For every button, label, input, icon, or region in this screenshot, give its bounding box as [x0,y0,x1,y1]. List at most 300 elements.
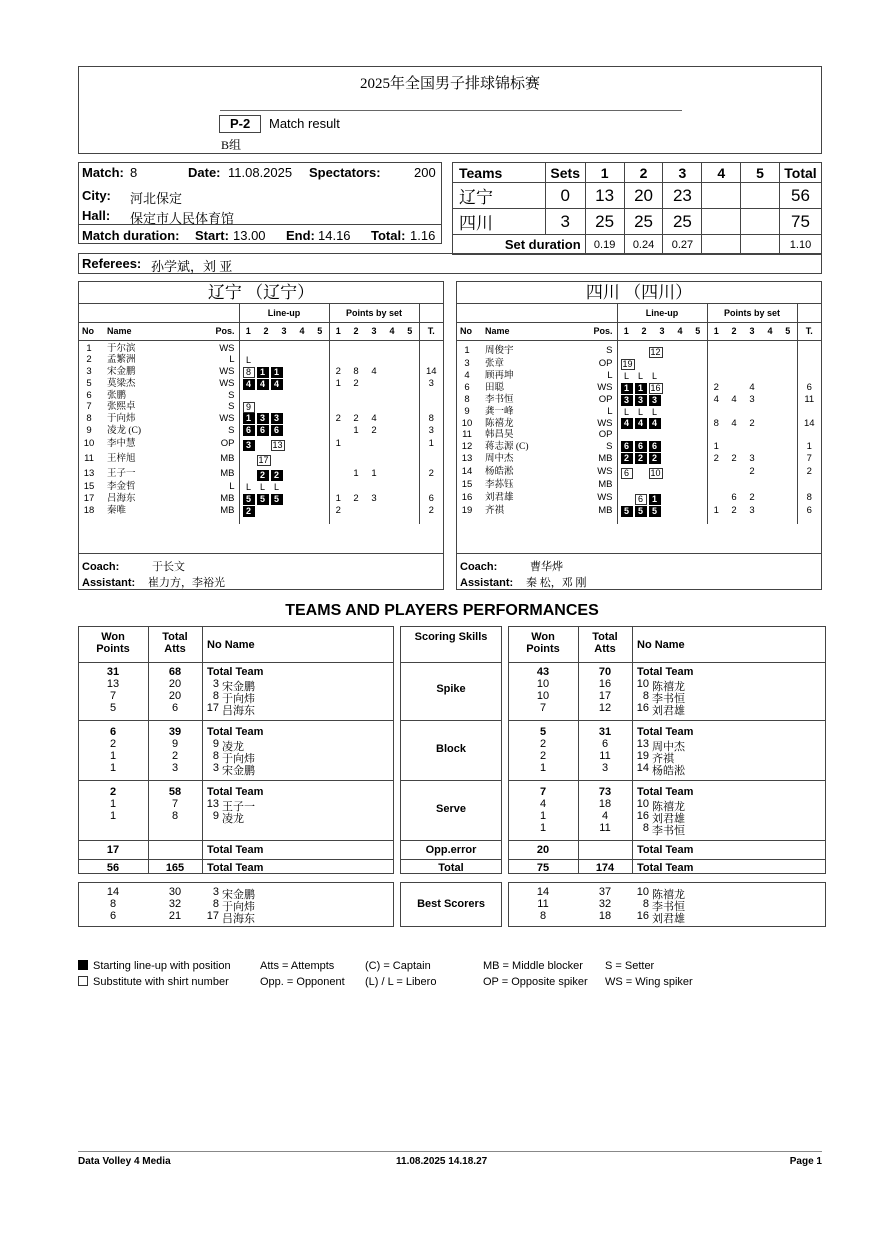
right-total-atts: 73 [598,786,612,798]
left-player-name: Total Team [207,666,264,678]
player-points-set [779,344,797,359]
left-won-points: 13 [106,678,120,690]
player-points-set: 3 [749,452,755,464]
table-hline [78,780,394,781]
player-position: S [191,425,239,437]
set-duration-3: 0.27 [663,235,702,255]
player-name: 蒋志源 (C) [485,441,529,452]
player-points-set [707,491,725,506]
sets-header-total: Total [779,163,821,183]
player-number: 13 [461,452,473,464]
left-best-won: 6 [109,910,117,922]
player-points-set [347,391,365,402]
sets-home-s4 [702,183,741,209]
player-total-points: 8 [428,412,434,424]
player-points-set [383,425,401,437]
lineup-gap [257,437,269,448]
player-number: 10 [461,417,473,429]
player-points-set [365,437,383,452]
starting-square-icon [78,960,88,970]
player-row [457,383,821,395]
player-points-set: 2 [749,491,755,503]
roster-table [79,304,443,524]
sets-away-sets: 3 [545,209,585,235]
roster-column-header [457,322,821,340]
substitute-number-badge: 17 [258,455,269,466]
col-name: Name [99,322,191,340]
player-lineup [239,355,329,367]
player-row [79,367,443,379]
points-set-col: 4 [761,322,779,340]
starting-position-badge: 1 [243,413,255,424]
lineup-set-col: 5 [689,322,707,340]
coach-name: 于长文 [152,561,185,573]
player-name: 李荪钰 [485,479,514,490]
player-name: 王子一 [107,469,136,480]
sets-away-s3: 25 [663,209,702,235]
home-team-roster [78,281,444,590]
starting-position-badge: 5 [649,506,661,517]
total-header-spacer [797,304,821,322]
player-points-set [365,355,383,367]
sets-header-2: 2 [624,163,663,183]
starting-position-badge: 4 [621,418,633,429]
player-row [79,425,443,437]
player-points-set [761,344,779,359]
right-best-won: 8 [539,910,547,922]
player-row [457,407,821,419]
left-won-points: 7 [109,690,117,702]
player-row [79,413,443,425]
match-date: 11.08.2025 [228,165,293,180]
player-points-set [743,430,761,441]
starting-position-badge: 1 [271,367,283,378]
left-won-points: 1 [109,750,117,762]
points-set-col: 3 [365,322,383,340]
sets-header-3: 3 [663,163,702,183]
right-won-points: 4 [539,798,547,810]
right-total-atts: 18 [598,798,612,810]
player-row [457,491,821,506]
lineup-gap [243,452,255,463]
points-header: Points by set [707,304,797,322]
roster-column-header [79,322,443,340]
player-points-set [725,480,743,491]
player-total-points [419,482,443,494]
legend-substitute [78,976,229,988]
player-lineup [617,383,707,395]
player-points-set: 1 [371,468,377,480]
col-total: T. [419,322,443,340]
assistant-label: Assistant: [460,577,514,589]
right-player-no: 10 [636,798,649,810]
sets-away-total: 75 [779,209,821,235]
left-total-atts: 58 [168,786,182,798]
col-name: Name [477,322,569,340]
player-points-set: 1 [353,468,359,480]
right-opp-error-won: 20 [536,844,550,856]
player-points-set [347,437,365,452]
player-points-set: 6 [731,491,737,503]
right-player-name: 周中杰 [652,741,685,753]
player-row [79,506,443,518]
coach-label: Coach: [460,561,498,573]
player-number: 9 [86,424,92,436]
starting-position-badge: 1 [257,367,269,378]
player-points-set: 1 [335,378,341,390]
player-points-set: 2 [749,466,755,478]
player-points-set [779,506,797,518]
player-points-set: 2 [353,493,359,505]
lineup-set-col: 2 [257,322,275,340]
player-points-set [707,359,725,371]
right-won-points: 2 [539,750,547,762]
player-name: 张章 [485,359,505,370]
right-total-atts: 11 [599,822,611,834]
player-points-set: 4 [713,394,719,406]
player-lineup [617,441,707,453]
player-points-set: 2 [335,412,341,424]
right-best-atts: 18 [598,910,612,922]
points-set-col: 2 [347,322,365,340]
left-best-atts: 30 [168,886,182,898]
lineup-set-col: 1 [617,322,635,340]
opp-error-label: Opp.error [425,844,477,856]
player-lineup [239,402,329,414]
player-total-points [797,371,821,383]
table-hline [78,840,394,841]
player-position: S [191,391,239,402]
player-points-set [401,402,419,414]
player-points-set: 4 [749,382,755,394]
sets-home-sets: 0 [545,183,585,209]
player-points-set [401,482,419,494]
player-row [79,467,443,482]
right-player-name: 李书恒 [652,693,685,705]
player-name: 顾再坤 [485,371,514,382]
player-position: S [569,441,617,453]
player-row [79,355,443,367]
player-number: 1 [86,343,92,354]
left-best-no: 8 [212,898,219,910]
player-total-points [797,430,821,441]
lineup-set-col: 3 [653,322,671,340]
player-points-set [707,465,725,480]
table-hline [400,780,502,781]
player-number: 2 [86,354,92,366]
player-number: 12 [461,440,473,452]
player-number: 16 [461,491,473,503]
left-player-name: 王子一 [222,801,255,813]
player-points-set [329,467,347,482]
left-best-atts: 32 [168,898,182,910]
player-row [79,494,443,506]
set-duration-label: Set duration [453,235,586,255]
player-name: 张鹏 [107,390,127,401]
player-points-set [383,494,401,506]
start-time: 13.00 [233,228,266,243]
left-total-atts: 6 [171,702,179,714]
player-position: MB [569,506,617,518]
player-points-set [779,371,797,383]
left-won-points: 2 [109,786,117,798]
player-position: WS [569,418,617,430]
player-points-set: 1 [353,424,359,436]
roster-table [457,304,821,524]
left-opp-error-name: Total Team [207,844,264,856]
right-won-points: 10 [536,678,550,690]
player-total-points: 8 [806,491,812,503]
starting-position-badge: 1 [649,494,661,505]
player-points-set [401,413,419,425]
lineup-set-col: 5 [311,322,329,340]
player-points-set [761,359,779,371]
libero-marker: L [637,406,643,417]
libero-marker: L [651,406,657,417]
end-label: End: [286,228,315,243]
player-points-set [761,465,779,480]
coach-name: 曹华烨 [530,561,563,573]
player-points-set [779,465,797,480]
points-set-col: 4 [383,322,401,340]
player-position: MB [569,480,617,491]
right-player-name: 陈禧龙 [652,801,685,813]
assistant-names: 崔力方，李裕光 [148,577,225,589]
player-position: WS [191,367,239,379]
left-won-points: 1 [109,798,117,810]
player-lineup [239,344,329,355]
player-number: 15 [461,478,473,490]
match-label: Match: [82,165,124,180]
player-total-points: 1 [428,438,434,450]
right-player-name: Total Team [637,786,694,798]
right-player-no: 8 [642,690,649,702]
left-player-no: 8 [212,750,219,762]
player-lineup [617,371,707,383]
player-points-set [347,482,365,494]
player-total-points [419,452,443,467]
starting-position-badge: 2 [257,470,269,481]
player-points-set [743,359,761,371]
player-total-points: 1 [806,440,812,452]
player-row [79,482,443,494]
player-lineup [239,367,329,379]
roster-header-spacer [457,304,617,322]
right-total-atts: 4 [601,810,609,822]
lineup-gap [635,344,647,355]
player-points-set [761,395,779,407]
player-number: 13 [83,468,95,480]
player-lineup [239,467,329,482]
right-best-no: 10 [636,886,649,898]
table-hline [400,720,502,721]
table-hline [508,840,826,841]
roster-filler-row [79,518,443,524]
player-points-set [383,367,401,379]
points-set-col: 1 [329,322,347,340]
player-total-points: 2 [428,505,434,517]
competition-title: 2025年全国男子排球锦标赛 [359,76,540,92]
player-points-set [779,407,797,419]
player-row [457,344,821,359]
right-player-no: 19 [636,750,649,762]
player-total-points [797,359,821,371]
header-rule [220,110,682,111]
left-best-won: 8 [109,898,117,910]
left-player-name: 凌龙 [222,741,244,753]
report-subtitle: Match result [269,116,340,131]
player-number: 18 [83,505,95,517]
legend-substitute-text: Substitute with shirt number [93,976,229,988]
sets-team-home: 辽宁 [453,183,546,209]
player-name: 韩昌昊 [485,430,514,441]
assistant-names: 秦 松，邓 刚 [526,577,587,589]
table-hline [78,859,394,860]
player-position: L [569,407,617,419]
left-total-atts: 20 [168,678,182,690]
set-duration-5 [741,235,780,255]
player-number: 11 [84,453,94,465]
left-player-name: 宋金鹏 [222,765,255,777]
starting-position-badge: 1 [621,383,633,394]
left-total-atts: 68 [168,666,182,678]
sets-home-s5 [741,183,780,209]
set-duration-total: 1.10 [779,235,821,255]
player-lineup [239,391,329,402]
player-points-set: 2 [713,382,719,394]
set-duration-2: 0.24 [624,235,663,255]
player-points-set: 1 [713,505,719,517]
libero-marker: L [273,481,279,492]
substitute-number-badge: 9 [243,402,255,413]
player-total-points: 2 [806,466,812,478]
coach-line [460,558,563,574]
lineup-gap [635,465,647,476]
total-duration: 1.16 [410,228,436,243]
right-won-points: 1 [539,762,547,774]
right-opp-error-name: Total Team [637,844,694,856]
left-best-no: 3 [212,886,219,898]
team-name: 辽宁 （辽宁） [79,282,443,304]
player-name: 周中杰 [485,453,514,464]
player-name: 杨皓淞 [485,467,514,478]
player-position: OP [191,437,239,452]
player-name: 刘君雄 [485,492,514,503]
lineup-set-col: 4 [293,322,311,340]
player-position: OP [569,359,617,371]
player-points-set [761,453,779,465]
right-player-name: Total Team [637,726,694,738]
table-hline [78,662,394,663]
legend-mb: MB = Middle blocker [483,960,583,972]
player-total-points: 3 [428,378,434,390]
player-lineup [617,491,707,506]
lineup-set-col: 4 [671,322,689,340]
player-points-set [383,506,401,518]
player-row [457,430,821,441]
starting-position-badge: 6 [621,441,633,452]
team-name: 四川 （四川） [457,282,821,304]
table-hline [508,780,826,781]
player-lineup [239,413,329,425]
player-row [79,344,443,355]
player-row [457,441,821,453]
skill-label: Serve [436,803,466,815]
left-total-atts: 2 [171,750,179,762]
table-vline [202,626,203,874]
player-position: MB [191,467,239,482]
player-number: 11 [462,429,472,441]
substitute-number-badge: 6 [621,468,633,479]
referees-label: Referees: [82,256,142,271]
total-header-spacer [419,304,443,322]
substitute-number-badge: 6 [635,494,647,505]
left-player-no: 9 [212,738,219,750]
sets-header-4: 4 [702,163,741,183]
table-hline [400,662,502,663]
player-points-set [383,437,401,452]
player-points-set [725,344,743,359]
referees-names: 孙学斌，刘 亚 [151,259,233,274]
performance-title: TEAMS AND PLAYERS PERFORMANCES [285,602,599,619]
player-number: 17 [83,493,95,505]
player-points-set [743,407,761,419]
starting-position-badge: 3 [271,413,283,424]
player-position: MB [569,453,617,465]
player-points-set: 3 [371,493,377,505]
right-player-no: 14 [636,762,649,774]
player-points-set [347,402,365,414]
hall-label: Hall: [82,208,111,223]
player-points-set [383,344,401,355]
player-number: 6 [86,389,92,401]
player-points-set: 8 [713,417,719,429]
left-player-no: 3 [212,762,219,774]
player-points-set [779,453,797,465]
duration-label: Match duration: [82,228,180,243]
player-name: 周俊宇 [485,346,514,356]
player-position: OP [569,430,617,441]
libero-marker: L [637,370,643,381]
left-won-points: 2 [109,738,117,750]
player-name: 莫梁杰 [107,379,136,390]
player-number: 10 [83,438,95,450]
player-name: 于尔滨 [107,344,136,354]
left-total-atts: 20 [168,690,182,702]
right-total-atts: 6 [601,738,609,750]
libero-marker: L [245,354,251,365]
skills-header: Scoring Skills [414,631,488,643]
right-total-atts: 31 [598,726,612,738]
player-points-set [347,452,365,467]
player-points-set: 3 [749,505,755,517]
player-points-set [779,383,797,395]
right-best-atts: 37 [598,886,612,898]
starting-position-badge: 4 [649,418,661,429]
player-points-set [365,452,383,467]
player-points-set [383,402,401,414]
player-points-set [761,407,779,419]
col-pos: Pos. [191,322,239,340]
libero-marker: L [259,481,265,492]
table-hline [400,840,502,841]
left-total-atts: 39 [168,726,182,738]
player-number: 1 [464,345,470,356]
starting-position-badge: 2 [649,453,661,464]
player-row [79,402,443,414]
player-points-set [365,482,383,494]
right-player-name: 齐祺 [652,753,674,765]
